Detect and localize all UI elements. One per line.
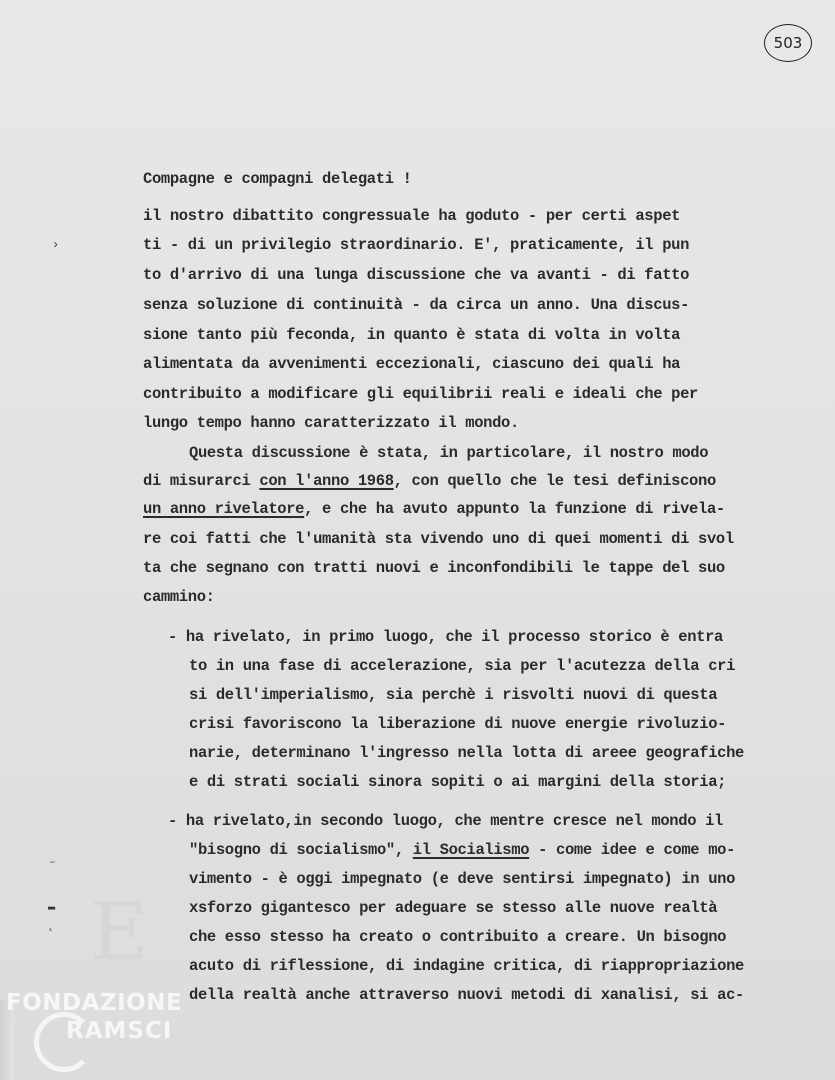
paragraph-line: to d'arrivo di una lunga discussione che va avanti - di fatto — [143, 266, 690, 284]
bullet-line: "bisogno di socialismo", il Socialismo - come idee e come mo- — [189, 841, 736, 859]
paragraph-line: un anno rivelatore, e che ha avuto appunto la funzione di rivela- — [143, 500, 725, 518]
watermark-line-1: FONDAZIONE — [6, 990, 183, 1016]
bullet-line: - ha rivelato,in secondo luogo, che mentre cresce nel mondo il — [168, 812, 723, 830]
paragraph-line: lungo tempo hanno caratterizzato il mondo. — [143, 414, 519, 432]
background-ghost-letter: E — [90, 885, 149, 978]
bullet-line: della realtà anche attraverso nuovi metodi di xanalisi, si ac- — [189, 986, 744, 1004]
watermark-line-2: RAMSCI — [66, 1018, 173, 1044]
paragraph-line: ta che segnano con tratti nuovi e inconfondibili le tappe del suo — [143, 559, 725, 577]
bullet-line: che esso stesso ha creato o contribuito a creare. Un bisogno — [189, 928, 727, 946]
paragraph-line: Questa discussione è stata, in particolare, il nostro modo — [189, 444, 709, 462]
paragraph-line: il nostro dibattito congressuale ha goduto - per certi aspet — [143, 207, 681, 225]
paragraph-line: cammino: — [143, 588, 215, 606]
paragraph-line: sione tanto più feconda, in quanto è stata di volta in volta — [143, 326, 681, 344]
margin-tick-mark: ˝ — [50, 860, 58, 874]
paragraph-line: contribuito a modificare gli equilibrii reali e ideali che per — [143, 385, 698, 403]
margin-tick-mark: ▬ — [48, 900, 56, 914]
bullet-line: - ha rivelato, in primo luogo, che il processo storico è entra — [168, 628, 723, 646]
underlined-phrase: il Socialismo — [412, 841, 530, 859]
paragraph-line: re coi fatti che l'umanità sta vivendo uno di quei momenti di svol — [143, 530, 734, 548]
paragraph-line: alimentata da avvenimenti eccezionali, ciascuno dei quali ha — [143, 355, 681, 373]
underlined-phrase: con l'anno 1968 — [259, 472, 394, 490]
paragraph-line: senza soluzione di continuità - da circa un anno. Una discus- — [143, 296, 690, 314]
underlined-phrase: un anno rivelatore — [143, 500, 305, 518]
bullet-line: si dell'imperialismo, sia perchè i risvolti nuovi di questa — [189, 686, 718, 704]
page-number: 503 — [773, 34, 803, 52]
archive-watermark — [4, 990, 244, 1080]
salutation: Compagne e compagni delegati ! — [143, 170, 412, 188]
page-number-stamp — [764, 24, 812, 62]
bullet-line: vimento - è oggi impegnato (e deve sentirsi impegnato) in uno — [189, 870, 736, 888]
bullet-line: narie, determinano l'ingresso nella lotta di areee geografiche — [189, 744, 744, 762]
bullet-line: e di strati sociali sinora sopiti o ai margini della storia; — [189, 773, 727, 791]
bullet-line: to in una fase di accelerazione, sia per l'acutezza della cri — [189, 657, 736, 675]
margin-tick-mark: ˛ — [47, 918, 55, 932]
paragraph-line: di misurarci con l'anno 1968, con quello che le tesi definiscono — [143, 472, 716, 490]
bullet-line: crisi favoriscono la liberazione di nuove energie rivoluzio- — [189, 715, 727, 733]
bullet-line: acuto di riflessione, di indagine critica, di riappropriazione — [189, 957, 744, 975]
paragraph-line: ti - di un privilegio straordinario. E', praticamente, il pun — [143, 236, 690, 254]
bullet-line: xsforzo gigantesco per adeguare se stesso alle nuove realtà — [189, 899, 718, 917]
margin-tick-mark: › — [52, 238, 60, 252]
